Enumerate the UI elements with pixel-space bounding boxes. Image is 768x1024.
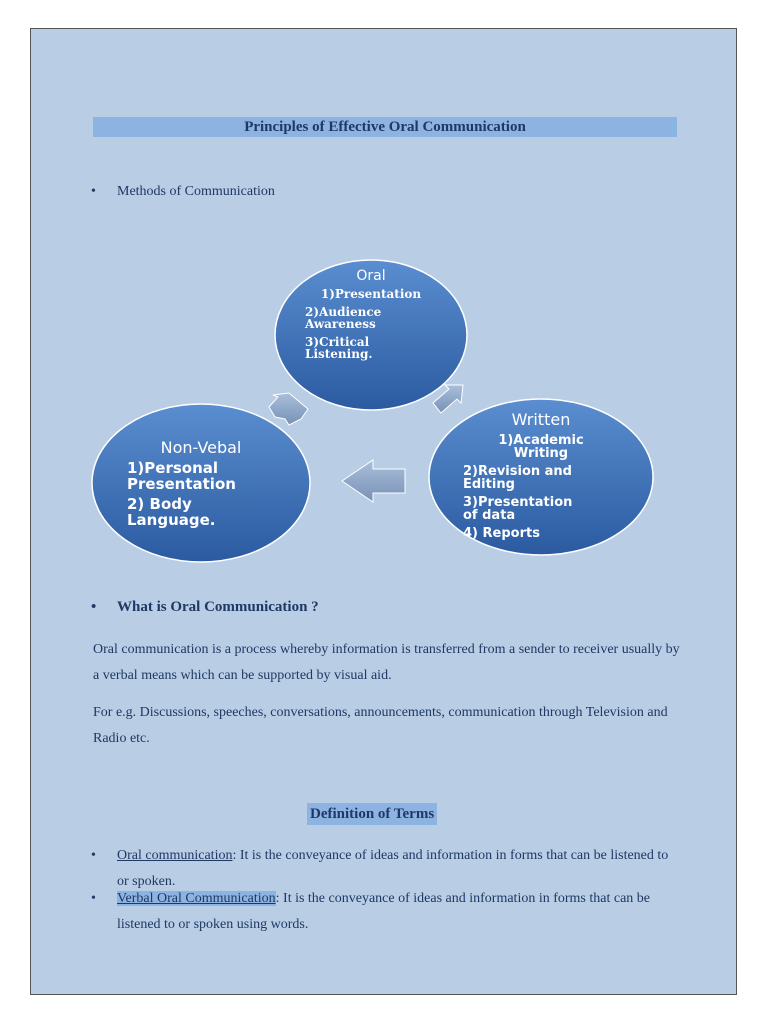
nonverbal-line-2: Presentation [127, 475, 236, 493]
definition-term: Verbal Oral Communication [117, 891, 276, 906]
arrow-nonverbal-to-oral-icon [269, 393, 308, 425]
written-line-2: Writing [513, 446, 569, 461]
nonverbal-line-4: Language. [127, 511, 216, 529]
arrow-written-to-nonverbal-icon [342, 460, 405, 502]
nonverbal-line-3: 2) Body [127, 495, 192, 513]
definition-text: : It is the conveyance of ideas and information in forms that can be listened to or spoken. [117, 848, 669, 889]
nonverbal-node [92, 404, 310, 562]
oral-heading: Oral [356, 268, 386, 284]
question-heading: What is Oral Communication ? [117, 599, 319, 615]
bullet-icon: • [91, 599, 97, 615]
document-page [30, 28, 737, 995]
nonverbal-heading: Non-Vebal [160, 438, 242, 457]
definitions-title: Definition of Terms [307, 803, 437, 825]
bullet-icon: • [91, 184, 96, 199]
written-line-6: of data [463, 508, 516, 523]
bullet-methods-text: Methods of Communication [117, 184, 275, 199]
oral-line-1: 1)Presentation [320, 287, 422, 301]
bullet-question [91, 599, 319, 616]
oral-line-3: Awareness [305, 317, 376, 331]
bullet-icon: • [91, 891, 96, 906]
definition-item [91, 886, 681, 938]
document-title: Principles of Effective Oral Communication [93, 117, 677, 137]
written-line-7: 4) Reports [463, 526, 540, 541]
paragraph-examples: For e.g. Discussions, speeches, conversations, announcements, communication through Television and Radio etc. [93, 705, 668, 746]
oral-line-4: 3)Critical [305, 335, 370, 349]
oral-line-2: 2)Audience [305, 305, 382, 319]
definition-text: : It is the conveyance of ideas and information in forms that can be listened to or spoken using words. [117, 891, 651, 932]
bullet-icon: • [91, 848, 96, 863]
paragraph-definition: Oral communication is a process whereby information is transferred from a sender to receiver usually by a verbal means which can be supported by visual aid. [93, 642, 680, 683]
written-line-1: 1)Academic [498, 433, 584, 448]
oral-node [275, 260, 467, 410]
written-node [429, 399, 653, 555]
definition-term: Oral communication [117, 848, 233, 863]
nonverbal-line-1: 1)Personal [127, 459, 219, 477]
written-line-3: 2)Revision and [463, 464, 572, 479]
oral-line-5: Listening. [305, 347, 373, 361]
written-line-5: 3)Presentation [463, 495, 573, 510]
written-line-4: Editing [463, 477, 515, 492]
written-heading: Written [511, 410, 571, 429]
